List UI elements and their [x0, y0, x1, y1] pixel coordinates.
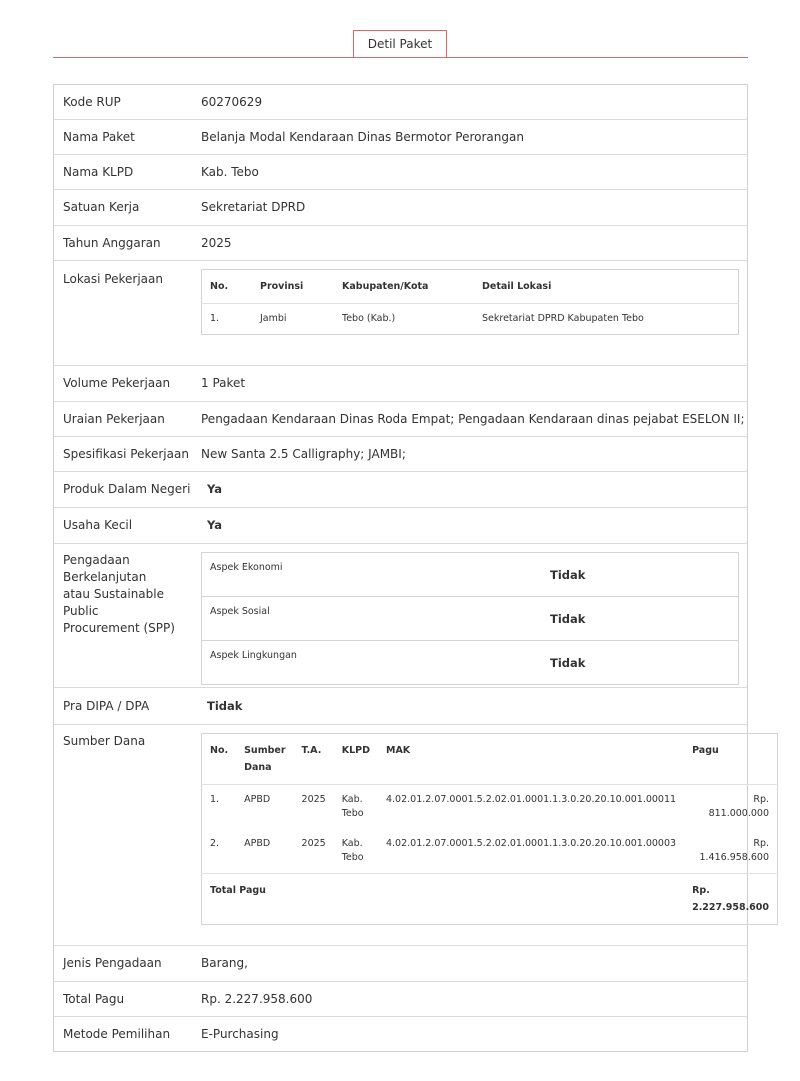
table-row: [202, 553, 739, 597]
spesifikasi-value: New Santa 2.5 Calligraphy; JAMBI;: [201, 446, 406, 461]
sd-total-value: Rp. 2.227.958.600: [692, 885, 770, 913]
kode-rup-value: 60270629: [201, 94, 263, 109]
sd-cell-mak: 4.02.01.2.07.0001.5.2.02.01.0001.1.3.0.20.20.10.001.00011: [385, 794, 677, 805]
kode-rup-label: Kode RUP: [63, 94, 121, 109]
lokasi-header-no: No.: [202, 270, 253, 304]
sd-cell-sumber: APBD: [244, 794, 271, 805]
sd-cell-no: 2.: [202, 829, 237, 874]
lokasi-header-provinsi: Provinsi: [252, 270, 334, 304]
satuan-kerja-value: Sekretariat DPRD: [201, 200, 306, 214]
sd-header-pagu: Pagu: [684, 734, 777, 785]
jenis-pengadaan-label: Jenis Pengadaan: [63, 956, 162, 970]
table-row: [202, 304, 739, 335]
spp-aspek-ekonomi: Aspek Ekonomi: [202, 553, 543, 597]
total-row: [202, 874, 778, 925]
pra-dipa-value: Tidak: [207, 698, 243, 713]
spp-value-ekonomi: Tidak: [542, 553, 739, 597]
row-total-pagu: [54, 982, 747, 1017]
spp-aspek-sosial: Aspek Sosial: [202, 597, 543, 641]
metode-label: Metode Pemilihan: [63, 1026, 171, 1041]
sd-cell-mak: 4.02.01.2.07.0001.5.2.02.01.0001.1.3.0.20.20.10.001.00003: [378, 829, 684, 874]
sd-header-ta: T.A.: [294, 734, 334, 785]
detail-table: [53, 84, 770, 1052]
sd-total-label: Total Pagu: [210, 885, 266, 896]
spp-value-sosial: Tidak: [542, 597, 739, 641]
lokasi-header-row: [202, 270, 739, 304]
sd-cell-klpd: Kab. Tebo: [341, 794, 364, 819]
row-spp: [54, 544, 747, 688]
sd-header-klpd: KLPD: [334, 734, 378, 785]
total-pagu-value: Rp. 2.227.958.600: [201, 991, 313, 1006]
metode-value: E-Purchasing: [201, 1026, 279, 1041]
tab-detil-paket[interactable]: Detil Paket: [353, 30, 447, 57]
table-row: [202, 641, 739, 685]
sumber-dana-table: [201, 733, 778, 925]
total-pagu-label: Total Pagu: [63, 991, 125, 1006]
lokasi-cell-provinsi: Jambi: [260, 313, 287, 324]
table-row: [202, 597, 739, 641]
sumber-dana-label: Sumber Dana: [63, 734, 146, 748]
sd-cell-no: 1.: [210, 794, 220, 805]
sd-cell-klpd: Kab. Tebo: [334, 829, 378, 874]
row-sumber-dana: [54, 725, 770, 946]
usaha-kecil-label: Usaha Kecil: [63, 518, 133, 532]
table-row: [202, 785, 778, 830]
row-metode-pemilihan: [54, 1017, 747, 1051]
row-jenis-pengadaan: [54, 946, 747, 982]
row-satuan-kerja: [54, 190, 747, 226]
spesifikasi-label: Spesifikasi Pekerjaan: [63, 446, 189, 461]
row-nama-paket: [54, 120, 747, 155]
row-nama-klpd: [54, 155, 747, 190]
jenis-pengadaan-value: Barang,: [201, 956, 248, 970]
sd-cell-sumber: APBD: [236, 829, 293, 874]
produk-dalam-negeri-label: Produk Dalam Negeri: [63, 482, 191, 496]
spp-table: [201, 552, 739, 685]
nama-klpd-value: Kab. Tebo: [201, 164, 259, 179]
sd-cell-ta: 2025: [294, 829, 334, 874]
row-lokasi-pekerjaan: [54, 261, 747, 366]
table-row: [202, 829, 778, 874]
spp-label: Pengadaan Berkelanjutan atau Sustainable Public Procurement (SPP): [63, 553, 175, 635]
volume-value: 1 Paket: [201, 376, 246, 390]
lokasi-cell-kabupaten: Tebo (Kab.): [342, 313, 396, 324]
sumber-dana-header-row: [202, 734, 778, 785]
row-usaha-kecil: [54, 508, 747, 544]
row-spesifikasi: [54, 437, 747, 472]
usaha-kecil-value: Ya: [207, 518, 223, 532]
row-tahun-anggaran: [54, 226, 747, 261]
lokasi-header-detail: Detail Lokasi: [474, 270, 739, 304]
row-pra-dipa: [54, 688, 747, 725]
satuan-kerja-label: Satuan Kerja: [63, 200, 140, 214]
lokasi-label: Lokasi Pekerjaan: [63, 272, 163, 286]
produk-dalam-negeri-value: Ya: [207, 482, 223, 496]
tahun-anggaran-value: 2025: [201, 235, 232, 250]
lokasi-table: [201, 269, 739, 335]
uraian-value: Pengadaan Kendaraan Dinas Roda Empat; Pengadaan Kendaraan dinas pejabat ESELON II;: [201, 411, 745, 426]
row-kode-rup: [54, 85, 747, 120]
tahun-anggaran-label: Tahun Anggaran: [63, 235, 161, 250]
sd-header-mak: MAK: [378, 734, 684, 785]
tab-bar: [53, 30, 748, 58]
sd-header-no: No.: [202, 734, 237, 785]
sd-cell-pagu: Rp. 811.000.000: [708, 794, 769, 819]
uraian-label: Uraian Pekerjaan: [63, 411, 165, 426]
lokasi-cell-no: 1.: [210, 313, 220, 324]
spp-aspek-lingkungan: Aspek Lingkungan: [210, 650, 297, 661]
nama-paket-value: Belanja Modal Kendaraan Dinas Bermotor Perorangan: [201, 129, 524, 144]
volume-label: Volume Pekerjaan: [63, 376, 171, 390]
row-produk-dalam-negeri: [54, 472, 747, 508]
spp-value-lingkungan: Tidak: [550, 655, 586, 670]
row-uraian: [54, 402, 747, 437]
sd-header-sumber: Sumber Dana: [236, 734, 293, 785]
nama-paket-label: Nama Paket: [63, 129, 135, 144]
nama-klpd-label: Nama KLPD: [63, 164, 134, 179]
lokasi-header-kabupaten: Kabupaten/Kota: [334, 270, 474, 304]
lokasi-cell-detail: Sekretariat DPRD Kabupaten Tebo: [482, 313, 644, 324]
row-volume: [54, 366, 747, 402]
sd-cell-pagu: Rp. 1.416.958.600: [684, 829, 777, 874]
sd-cell-ta: 2025: [301, 794, 326, 805]
pra-dipa-label: Pra DIPA / DPA: [63, 698, 150, 713]
